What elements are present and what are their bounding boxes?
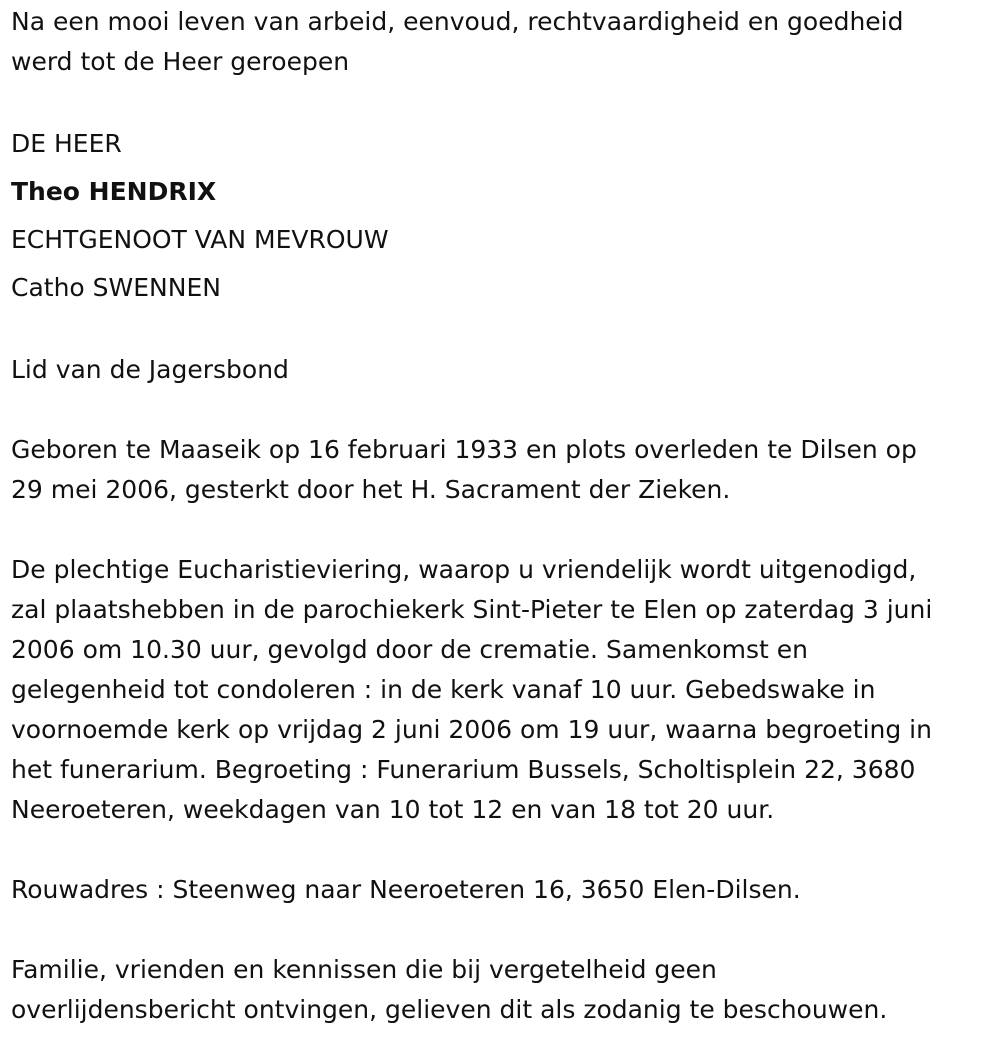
birth-death-line: Geboren te Maaseik op 16 februari 1933 en plots overleden te Dilsen op	[11, 435, 917, 464]
ceremony-paragraph	[11, 550, 993, 830]
person-title: DE HEER	[11, 129, 122, 158]
spacer	[11, 910, 993, 950]
spacer	[11, 390, 993, 430]
closing-paragraph	[11, 950, 993, 1030]
ceremony-line: Neeroeteren, weekdagen van 10 tot 12 en van 18 tot 20 uur.	[11, 795, 775, 824]
intro-paragraph	[11, 2, 993, 82]
spouse-name: Catho SWENNEN	[11, 273, 221, 302]
ceremony-line: zal plaatshebben in de parochiekerk Sint-Pieter te Elen op zaterdag 3 juni	[11, 595, 933, 624]
ceremony-line: voornoemde kerk op vrijdag 2 juni 2006 om 19 uur, waarna begroeting in	[11, 715, 932, 744]
person-relation: ECHTGENOOT VAN MEVROUW	[11, 225, 389, 254]
spacer	[11, 310, 993, 350]
closing-line: overlijdensbericht ontvingen, gelieven dit als zodanig te beschouwen.	[11, 995, 888, 1024]
birth-death-paragraph	[11, 430, 993, 510]
ceremony-line: het funerarium. Begroeting : Funerarium Bussels, Scholtisplein 22, 3680	[11, 755, 916, 784]
spacer	[11, 82, 993, 122]
death-notice	[11, 2, 993, 1030]
closing-line: Familie, vrienden en kennissen die bij vergetelheid geen	[11, 955, 717, 984]
ceremony-line: 2006 om 10.30 uur, gevolgd door de crematie. Samenkomst en	[11, 635, 808, 664]
ceremony-line: gelegenheid tot condoleren : in de kerk vanaf 10 uur. Gebedswake in	[11, 675, 876, 704]
intro-line: werd tot de Heer geroepen	[11, 47, 350, 76]
person-name: Theo HENDRIX	[11, 177, 217, 206]
birth-death-line: 29 mei 2006, gesterkt door het H. Sacrament der Zieken.	[11, 475, 731, 504]
person-block	[11, 120, 993, 312]
mourning-address: Rouwadres : Steenweg naar Neeroeteren 16, 3650 Elen-Dilsen.	[11, 875, 801, 904]
intro-line: Na een mooi leven van arbeid, eenvoud, rechtvaardigheid en goedheid	[11, 7, 904, 36]
membership: Lid van de Jagersbond	[11, 355, 289, 384]
spacer	[11, 510, 993, 550]
spacer	[11, 830, 993, 870]
ceremony-line: De plechtige Eucharistieviering, waarop u vriendelijk wordt uitgenodigd,	[11, 555, 917, 584]
